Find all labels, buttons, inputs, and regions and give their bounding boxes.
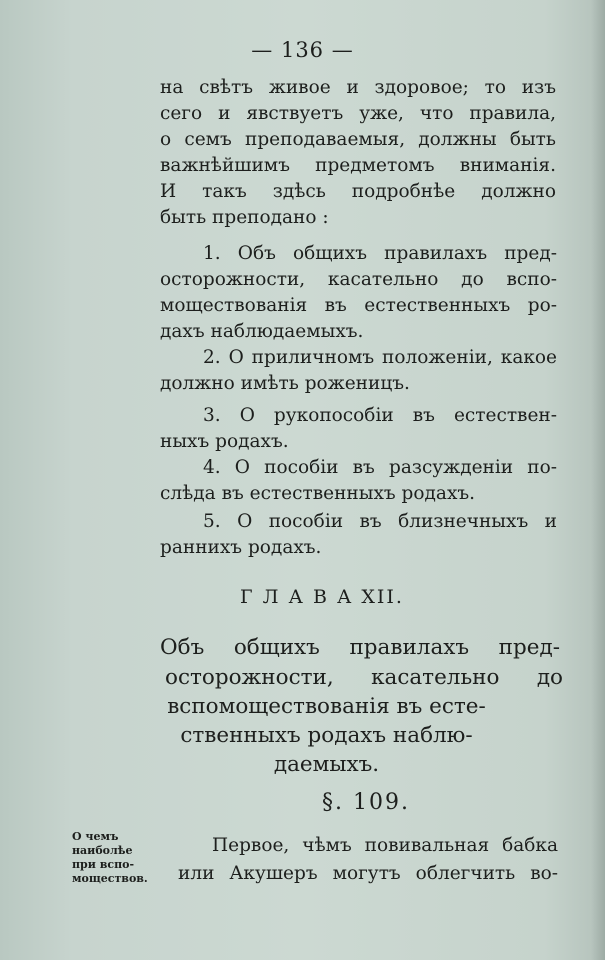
- body-line: или Акушеръ могутъ облегчить во-: [178, 863, 558, 884]
- chapter-title-line: ственныхъ родахъ наблю-: [180, 723, 473, 748]
- section-mark: §. 109.: [322, 790, 410, 815]
- list-line: осторожности, касательно до вспо-: [160, 269, 557, 290]
- margin-note-line: моществов.: [72, 872, 148, 885]
- list-line: 1. Объ общихъ правилахъ пред-: [203, 243, 557, 264]
- chapter-heading: Г Л А В А XII.: [240, 586, 404, 608]
- page-edge-shadow: [591, 0, 605, 960]
- list-line: 4. О пособіи въ разсужденіи по-: [203, 457, 557, 478]
- list-line: должно имѣть роженицъ.: [160, 373, 410, 394]
- intro-line: быть преподано :: [160, 207, 329, 228]
- list-line: дахъ наблюдаемыхъ.: [160, 321, 364, 342]
- list-line: слѣда въ естественныхъ родахъ.: [160, 483, 476, 504]
- intro-line: важнѣйшимъ предметомъ вниманія.: [160, 155, 556, 176]
- list-line: 2. О приличномъ положеніи, какое: [203, 347, 557, 368]
- list-line: моществованія въ естественныхъ ро-: [160, 295, 557, 316]
- chapter-title-line: осторожности, касательно до: [165, 665, 563, 690]
- intro-line: на свѣтъ живое и здоровое; то изъ: [160, 77, 556, 98]
- intro-line: о семъ преподаваемыя, должны быть: [160, 129, 556, 150]
- chapter-title-line: даемыхъ.: [273, 752, 380, 777]
- intro-line: сего и явствуетъ уже, что правила,: [160, 103, 556, 124]
- chapter-title-line: вспомоществованія въ есте-: [167, 694, 486, 719]
- chapter-title-line: Объ общихъ правилахъ пред-: [160, 635, 560, 660]
- list-line: 5. О пособіи въ близнечныхъ и: [203, 511, 557, 532]
- page-number: — 136 —: [251, 38, 354, 62]
- list-line: ныхъ родахъ.: [160, 431, 289, 452]
- margin-note-line: наиболѣе: [72, 844, 133, 857]
- intro-line: И такъ здѣсь подробнѣе должно: [160, 181, 556, 202]
- list-line: 3. О рукопособіи въ естествен-: [203, 405, 557, 426]
- body-line: Первое, чѣмъ повивальная бабка: [212, 835, 558, 856]
- margin-note-line: при вспо-: [72, 858, 135, 871]
- margin-note-line: О чемъ: [72, 830, 119, 843]
- list-line: раннихъ родахъ.: [160, 537, 322, 558]
- margin-note: [72, 830, 164, 886]
